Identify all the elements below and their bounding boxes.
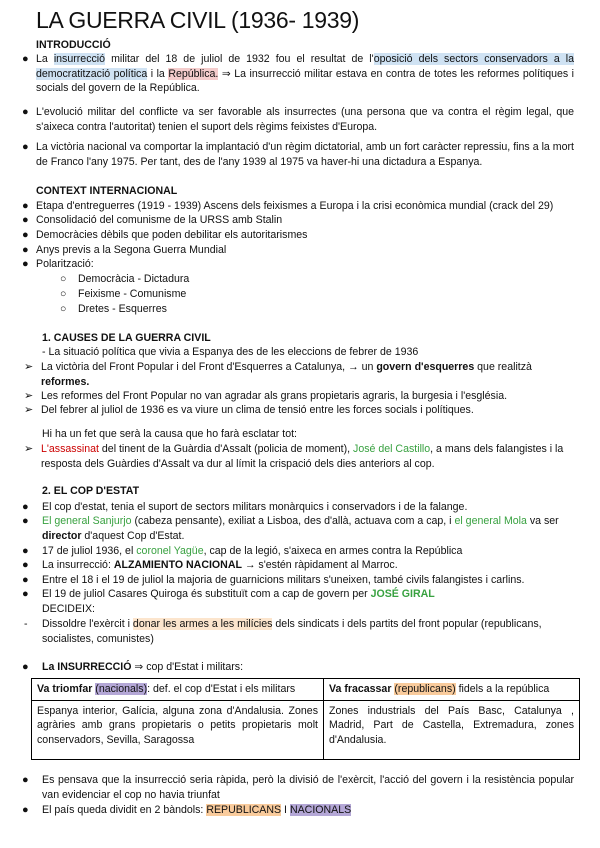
bullet-icon: ● <box>22 53 29 65</box>
bullet-icon: ● <box>22 574 29 586</box>
bullet-icon: ● <box>22 515 29 527</box>
context-heading: CONTEXT INTERNACIONAL <box>36 185 178 197</box>
arrow-bullet-icon: ➢ <box>24 443 34 455</box>
bullet-icon: ● <box>22 559 29 571</box>
table-cell-triumph-zones: Espanya interior, Galícia, alguna zona d'Andalusia. Zones agràries amb grans propietaris o petits propietaris molt conservadors, Sevilla, Saragossa <box>32 700 324 759</box>
bullet-icon: ● <box>22 258 29 270</box>
bullet-icon: ● <box>22 501 29 513</box>
bullet-icon: ● <box>22 214 29 226</box>
context-item: Etapa d'entreguerres (1919 - 1939) Ascens dels feixismes a Europa i la crisi econòmica mundial (crack del 29) <box>36 200 554 212</box>
polarization-item: Dretes - Esquerres <box>78 303 167 315</box>
bullet-icon: ● <box>22 661 29 673</box>
context-item: Polarització: <box>36 258 94 270</box>
intro-paragraph-2: L'evolució militar del conflicte va ser favorable als insurrectes (una persona que va contra el règim legal, que s'aixeca contra l'autoritat) tenien el suport dels règims feixistes d'Europa. <box>36 106 574 133</box>
decideix-label: DECIDEIX: <box>42 603 95 615</box>
context-item: Democràcies dèbils que poden debilitar els autoritarismes <box>36 229 308 241</box>
table-header-failure: Va fracassar (republicans) fidels a la república <box>324 679 580 701</box>
arrow-bullet-icon: ➢ <box>24 404 34 416</box>
causes-intro: - La situació política que vivia a Espanya des de les eleccions de febrer de 1936 <box>42 346 419 358</box>
dash-bullet: - <box>24 618 28 630</box>
arrow-bullet-icon: ➢ <box>24 361 34 373</box>
coup-item: 17 de juliol 1936, el coronel Yagüe, cap de la legió, s'aixeca en armes contra la República <box>42 545 463 557</box>
bullet-icon: ● <box>22 200 29 212</box>
coup-item: Entre el 18 i el 19 de juliol la majoria de guarnicions militars s'uneixen, també civils falangistes i carlins. <box>42 574 525 586</box>
coup-item: El 19 de juliol Casares Quiroga és substituït com a cap de govern per JOSÉ GIRAL <box>42 588 435 600</box>
context-item: Consolidació del comunisme de la URSS amb Stalin <box>36 214 283 226</box>
circle-bullet-icon: ○ <box>60 288 67 300</box>
coup-item: La insurrecció: ALZAMIENTO NACIONAL → s'estén ràpidament al Marroc. <box>42 559 398 571</box>
intro-paragraph-1: La insurrecció militar del 18 de juliol de 1932 fou el resultat de l'oposició dels sectors conservadors a la democratització política i la República. ⇒ La insurrecció militar estava en contra de totes les reformes polítiques i socials del govern de la República. <box>36 53 575 95</box>
bullet-icon: ● <box>22 244 29 256</box>
circle-bullet-icon: ○ <box>60 273 67 285</box>
coup-item: El cop d'estat, tenia el suport de sectors militars monàrquics i conservadors i de la falange. <box>42 501 468 513</box>
table-header-triumph: Va triomfar (nacionals): def. el cop d'Estat i els militars <box>32 679 324 701</box>
bullet-icon: ● <box>22 106 29 118</box>
bullet-icon: ● <box>22 141 29 153</box>
causes-item: Del febrer al juliol de 1936 es va viure un clima de tensió entre les forces socials i polítiques. <box>41 404 474 416</box>
coup-item: El general Sanjurjo (cabeza pensante), exiliat a Lisboa, des d'allà, actuava com a cap, i el general Mola va ser director d'aquest Cop d'Estat. <box>42 515 559 542</box>
causes-trigger-intro: Hi ha un fet que serà la causa que ho farà esclatar tot: <box>42 428 297 440</box>
context-item: Anys previs a la Segona Guerra Mundial <box>36 244 227 256</box>
bullet-icon: ● <box>22 545 29 557</box>
coup-decision: Dissoldre l'exèrcit i donar les armes a les milícies dels sindicats i dels partits del front popular (republicans, socialistes, comunistes) <box>42 618 542 645</box>
circle-bullet-icon: ○ <box>60 303 67 315</box>
intro-paragraph-3: La victòria nacional va comportar la implantació d'un règim dictatorial, amb un fort caràcter repressiu, fins a la mort de Franco l'any 1975. Per tant, des de l'any 1939 al 1975 va haver-hi una dictadura a Espanya. <box>36 141 574 168</box>
causes-heading: 1. CAUSES DE LA GUERRA CIVIL <box>42 332 211 344</box>
polarization-item: Democràcia - Dictadura <box>78 273 190 285</box>
polarization-item: Feixisme - Comunisme <box>78 288 187 300</box>
insurrection-heading: La INSURRECCIÓ ⇒ cop d'Estat i militars: <box>42 661 244 673</box>
causes-item: L'assassinat del tinent de la Guàrdia d'Assalt (policia de moment), José del Castillo, a mans dels falangistes i la resposta dels Guàrdies d'Assalt va dur al límit la crispació dels dies anteriors al cop. <box>41 443 564 470</box>
arrow-bullet-icon: ➢ <box>24 390 34 402</box>
page-title: LA GUERRA CIVIL (1936- 1939) <box>36 7 360 33</box>
final-item: El país queda dividit en 2 bàndols: REPUBLICANS I NACIONALS <box>42 804 352 816</box>
bullet-icon: ● <box>22 804 29 816</box>
causes-item: Les reformes del Front Popular no van agradar als grans propietaris agraris, la burgesia i l'església. <box>41 390 508 402</box>
final-item: Es pensava que la insurrecció seria ràpida, però la divisió de l'exèrcit, l'acció del govern i la resistència popular van evidenciar el cop no havia triunfat <box>42 774 574 801</box>
causes-item: La victòria del Front Popular i del Front d'Esquerres a Catalunya, → un govern d'esquerres que realitzà reformes. <box>41 361 532 388</box>
bullet-icon: ● <box>22 774 29 786</box>
insurrection-table <box>31 678 580 760</box>
coup-heading: 2. EL COP D'ESTAT <box>42 485 140 497</box>
bullet-icon: ● <box>22 588 29 600</box>
bullet-icon: ● <box>22 229 29 241</box>
intro-heading: INTRODUCCIÓ <box>36 39 111 51</box>
table-cell-failure-zones: Zones industrials del País Basc, Catalunya , Madrid, Part de Castella, Extremadura, zones d'Andalusia. <box>324 700 580 759</box>
